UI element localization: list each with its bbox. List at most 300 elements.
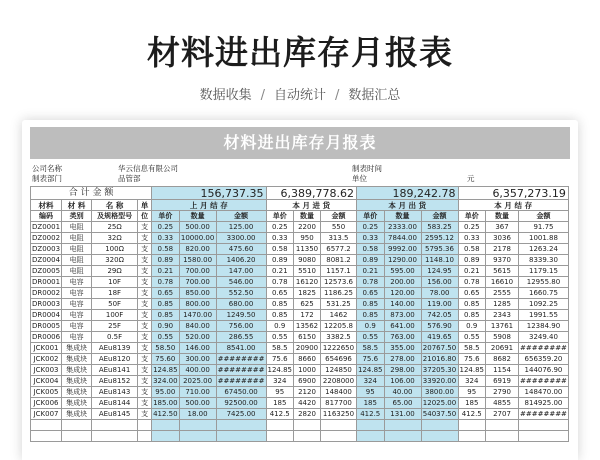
cell-prev-price: 185.00 — [153, 398, 178, 407]
cell-out-amount: 54037.50 — [422, 409, 457, 418]
cell-unit: 支 — [138, 398, 152, 409]
cell-prev-price: 0.85 — [152, 310, 180, 321]
cell-out-amount — [421, 420, 458, 431]
cell-prev-amount: 67450.00 — [216, 387, 266, 398]
cell-out-amount: 20767.50 — [422, 343, 457, 352]
cell-code: JCK003 — [31, 365, 62, 376]
cell-prev-qty: 300.00 — [179, 354, 216, 365]
table-row — [31, 387, 569, 398]
cell-in-amount: 1462 — [321, 310, 357, 321]
header-code-top: 材料 — [31, 200, 62, 211]
cell-in-amount: 1157.1 — [321, 266, 357, 277]
cell-in-qty: 5510 — [294, 266, 321, 277]
cell-bal-price: 0.78 — [458, 277, 486, 288]
table-row — [31, 255, 569, 266]
cell-bal-price: 0.65 — [458, 288, 486, 299]
table-row — [31, 354, 569, 365]
cell-in-amount — [321, 420, 357, 431]
cell-name-spec: AEu8144 — [92, 398, 138, 409]
cell-code: DZ0003 — [32, 244, 61, 253]
cell-code: DZ0005 — [32, 266, 61, 275]
cell-in-qty: 11350 — [294, 244, 321, 255]
header-qty: 数量 — [384, 211, 421, 222]
cell-prev-price: 0.21 — [152, 266, 180, 277]
cell-unit: 支 — [138, 387, 152, 398]
cell-out-qty: 106.00 — [384, 376, 421, 387]
cell-in-amount: 3382.5 — [321, 332, 357, 343]
cell-out-qty: 641.00 — [384, 321, 421, 332]
cell-category: 电阻 — [62, 244, 92, 255]
cell-in-price: 324 — [266, 376, 294, 387]
cell-out-qty: 1290.00 — [384, 255, 421, 266]
cell-category: 电阻 — [62, 255, 92, 266]
cell-unit: 支 — [138, 321, 152, 332]
cell-out-qty: 40.00 — [384, 387, 421, 398]
header-qty: 数量 — [294, 211, 321, 222]
cell-in-price: 0.78 — [266, 277, 294, 288]
cell-out-amount: 419.65 — [421, 332, 458, 343]
header-name-top: 名 称 — [92, 200, 138, 211]
cell-bal-amount: 144076.90 — [519, 365, 569, 376]
cell-name-spec: 50F — [92, 299, 138, 310]
cell-in-price: 0.58 — [266, 244, 294, 255]
table-row — [31, 376, 569, 387]
cell-bal-qty: 2178 — [486, 244, 519, 255]
cell-in-qty: 13562 — [294, 321, 321, 332]
cell-prev-amount: 475.60 — [216, 244, 266, 255]
cell-in-amount: 1222650 — [321, 343, 357, 354]
cell-in-qty: 625 — [294, 299, 321, 310]
table-row — [31, 288, 569, 299]
table-row — [31, 343, 569, 354]
cell-prev-qty: 18.00 — [179, 409, 216, 420]
cell-category: 电阻 — [62, 222, 92, 233]
cell-name-spec: 32Ω — [92, 233, 138, 244]
cell-out-amount: 156.00 — [421, 277, 458, 288]
cell-in-price: 0.65 — [266, 288, 294, 299]
inventory-table — [30, 186, 569, 442]
cell-in-amount: 1186.25 — [321, 288, 357, 299]
cell-unit: 支 — [138, 332, 152, 343]
cell-category: 电阻 — [62, 233, 92, 244]
cell-prev-price — [152, 420, 180, 431]
cell-out-price: 95 — [357, 387, 385, 398]
company-name: 华云信息有限公司 — [118, 164, 178, 173]
cell-bal-price: 75.6 — [458, 354, 486, 365]
cell-in-amount: 1163250 — [321, 409, 357, 420]
cell-in-qty: 20900 — [294, 343, 321, 354]
cell-prev-price: 412.50 — [153, 409, 178, 418]
cell-category: 集成块 — [62, 398, 92, 409]
cell-prev-amount: 7425.00 — [216, 409, 266, 420]
header-category-top: 材 料 — [62, 200, 92, 211]
cell-out-price: 0.58 — [357, 244, 385, 255]
table-row — [31, 233, 569, 244]
cell-in-price: 95 — [266, 387, 294, 398]
cell-in-qty: 6900 — [294, 376, 321, 387]
cell-out-price — [357, 431, 385, 442]
cell-category: 集成块 — [62, 409, 92, 420]
unit-label: 单位 — [352, 174, 367, 183]
cell-category: 电容 — [62, 299, 92, 310]
header-category: 类别 — [62, 211, 92, 222]
table-row — [31, 310, 569, 321]
cell-code: DR0002 — [32, 288, 61, 297]
cell-code: DR0005 — [32, 321, 61, 330]
cell-out-amount: 119.00 — [421, 299, 458, 310]
cell-out-qty — [384, 420, 421, 431]
cell-in-qty: 1000 — [294, 365, 321, 376]
cell-out-price: 324 — [357, 376, 385, 387]
cell-bal-amount: 3249.40 — [519, 332, 569, 343]
header-price: 单价 — [357, 211, 385, 222]
cell-in-price: 0.55 — [266, 332, 294, 343]
cell-prev-price — [152, 431, 180, 442]
cell-bal-price: 0.33 — [458, 233, 486, 244]
cell-name-spec: 10F — [92, 277, 138, 288]
cell-out-qty: 7844.00 — [384, 233, 421, 244]
cell-in-qty — [294, 420, 321, 431]
header-price: 单价 — [152, 211, 180, 222]
cell-bal-qty: 6919 — [486, 376, 519, 387]
cell-bal-qty — [486, 420, 519, 431]
cell-bal-amount: 1001.88 — [519, 233, 569, 244]
header-price: 单价 — [458, 211, 486, 222]
header-amount: 金额 — [421, 211, 458, 222]
cell-out-price: 0.85 — [357, 299, 385, 310]
cell-bal-amount: ######## — [520, 376, 567, 385]
cell-out-price: 0.65 — [357, 288, 385, 299]
cell-out-qty: 298.00 — [384, 365, 421, 376]
cell-code: DZ0001 — [32, 222, 61, 231]
cell-bal-amount: 1179.15 — [519, 266, 569, 277]
cell-code: DZ0002 — [32, 233, 61, 242]
cell-prev-amount: 92500.00 — [216, 398, 266, 409]
cell-name-spec: 25Ω — [92, 222, 138, 233]
cell-name-spec: 18F — [92, 288, 138, 299]
cell-category: 集成块 — [62, 365, 92, 376]
cell-out-amount: 3800.00 — [421, 387, 458, 398]
cell-name-spec — [92, 420, 138, 431]
cell-in-price — [266, 420, 294, 431]
cell-in-qty: 6150 — [294, 332, 321, 343]
cell-unit: 支 — [138, 365, 152, 376]
cell-prev-amount: ######## — [217, 354, 265, 363]
cell-prev-price: 95.00 — [152, 387, 180, 398]
cell-out-price: 75.6 — [357, 354, 385, 365]
cell-prev-amount: 147.00 — [216, 266, 266, 277]
cell-prev-qty: 850.00 — [179, 288, 216, 299]
cell-name-spec: AEu8145 — [92, 409, 138, 420]
cell-in-amount: 12205.8 — [321, 321, 357, 332]
cell-bal-amount: 91.75 — [519, 222, 569, 233]
cell-prev-amount: 1406.20 — [216, 255, 266, 266]
cell-out-amount: 78.00 — [421, 288, 458, 299]
cell-out-amount: 12025.00 — [422, 398, 457, 407]
cell-out-qty: 355.00 — [384, 343, 421, 354]
cell-prev-qty: 146.00 — [179, 343, 216, 354]
time-label: 制表时间 — [352, 164, 382, 173]
header-name-spec: 及规格型号 — [92, 211, 138, 222]
cell-prev-amount — [216, 420, 266, 431]
cell-bal-amount: 1263.24 — [519, 244, 569, 255]
cell-bal-price: 185 — [458, 398, 486, 409]
cell-prev-qty: 500.00 — [179, 222, 216, 233]
sheet-banner: 材料进出库存月报表 — [30, 127, 570, 159]
cell-prev-price: 0.55 — [152, 332, 180, 343]
cell-prev-amount: 8541.00 — [216, 343, 266, 354]
cell-prev-qty: 820.00 — [179, 244, 216, 255]
cell-prev-amount: 286.55 — [216, 332, 266, 343]
cell-out-qty: 2333.00 — [384, 222, 421, 233]
cell-prev-qty: 520.00 — [179, 332, 216, 343]
cell-prev-price: 0.85 — [152, 299, 180, 310]
cell-bal-amount: 8339.30 — [519, 255, 569, 266]
cell-unit: 支 — [138, 222, 152, 233]
tag-separator: / — [335, 88, 340, 103]
cell-name-spec: 0.5F — [92, 332, 138, 343]
cell-bal-amount: 814925.00 — [519, 398, 569, 409]
feature-tags — [0, 84, 600, 103]
cell-bal-qty: 2555 — [486, 288, 519, 299]
cell-in-amount: 2208000 — [321, 376, 357, 387]
cell-out-amount: 1148.10 — [421, 255, 458, 266]
cell-in-qty: 4420 — [294, 398, 321, 409]
cell-code: DR0003 — [32, 299, 61, 308]
cell-name-spec: AEu8152 — [92, 376, 138, 387]
cell-prev-qty: 400.00 — [179, 365, 216, 376]
cell-bal-price: 0.89 — [458, 255, 486, 266]
cell-bal-amount: ######## — [520, 343, 567, 352]
cell-bal-qty: 2343 — [486, 310, 519, 321]
cell-prev-qty: 800.00 — [179, 299, 216, 310]
cell-bal-amount — [519, 420, 569, 431]
cell-prev-price: 0.78 — [152, 277, 180, 288]
cell-bal-price: 0.85 — [458, 299, 486, 310]
cell-prev-qty: 2025.00 — [179, 376, 216, 387]
cell-out-qty — [384, 431, 421, 442]
cell-prev-amount: 680.00 — [216, 299, 266, 310]
cell-out-amount: 583.25 — [421, 222, 458, 233]
cell-prev-qty: 700.00 — [179, 266, 216, 277]
cell-prev-price: 58.50 — [152, 343, 180, 354]
cell-prev-price: 0.65 — [152, 288, 180, 299]
cell-category — [62, 431, 92, 442]
company-label: 公司名称 — [32, 164, 62, 173]
cell-bal-price — [458, 431, 486, 442]
cell-unit: 支 — [138, 343, 152, 354]
cell-unit: 支 — [138, 310, 152, 321]
header-unit: 位 — [138, 211, 152, 222]
cell-name-spec: 25F — [92, 321, 138, 332]
cell-prev-qty: 710.00 — [179, 387, 216, 398]
cell-prev-qty: 500.00 — [179, 398, 216, 409]
cell-bal-amount: 12955.80 — [519, 277, 569, 288]
cell-category — [62, 420, 92, 431]
cell-bal-price: 58.5 — [458, 343, 486, 354]
table-row — [31, 431, 569, 442]
cell-bal-amount: 656359.20 — [519, 354, 569, 365]
table-row — [31, 244, 569, 255]
cell-in-amount: 313.5 — [321, 233, 357, 244]
cell-prev-price: 0.25 — [152, 222, 180, 233]
cell-name-spec: 100Ω — [92, 244, 138, 255]
cell-out-amount: 742.05 — [421, 310, 458, 321]
cell-in-price: 58.5 — [266, 343, 294, 354]
cell-bal-amount: 12384.90 — [519, 321, 569, 332]
cell-in-price: 0.85 — [266, 299, 294, 310]
cell-category: 集成块 — [62, 343, 92, 354]
cell-in-amount: 12573.6 — [321, 277, 357, 288]
cell-in-price: 0.21 — [266, 266, 294, 277]
cell-prev-amount: 756.00 — [216, 321, 266, 332]
cell-prev-amount: ######## — [217, 376, 265, 385]
cell-bal-qty: 1285 — [486, 299, 519, 310]
cell-out-qty: 65.00 — [384, 398, 421, 409]
table-row — [31, 222, 569, 233]
cell-prev-amount — [216, 431, 266, 442]
cell-code: JCK006 — [31, 398, 62, 409]
cell-name-spec: AEu8120 — [92, 354, 138, 365]
cell-in-price: 0.9 — [266, 321, 294, 332]
cell-in-qty: 1825 — [294, 288, 321, 299]
cell-in-price: 0.89 — [266, 255, 294, 266]
cell-out-qty: 763.00 — [384, 332, 421, 343]
cell-bal-qty: 367 — [486, 222, 519, 233]
cell-out-price: 0.89 — [357, 255, 385, 266]
cell-in-amount: 8081.2 — [321, 255, 357, 266]
cell-out-amount — [421, 431, 458, 442]
cell-out-amount: 124.95 — [421, 266, 458, 277]
cell-in-qty: 16120 — [294, 277, 321, 288]
cell-in-price — [266, 431, 294, 442]
cell-prev-amount: 552.50 — [216, 288, 266, 299]
cell-out-price: 412.5 — [357, 409, 385, 420]
cell-bal-price: 95 — [458, 387, 486, 398]
header-code: 编码 — [31, 211, 62, 222]
cell-bal-qty: 16610 — [486, 277, 519, 288]
cell-prev-qty: 10000.00 — [180, 233, 215, 242]
total-shipment: 189,242.78 — [357, 187, 459, 200]
cell-out-price — [357, 420, 385, 431]
cell-code — [31, 431, 62, 442]
cell-bal-price: 0.58 — [458, 244, 486, 255]
cell-code: JCK004 — [31, 376, 62, 387]
cell-bal-qty: 4855 — [486, 398, 519, 409]
cell-in-qty — [294, 431, 321, 442]
cell-bal-amount: 1092.25 — [519, 299, 569, 310]
cell-out-amount: 5795.36 — [421, 244, 458, 255]
cell-bal-price: 0.55 — [458, 332, 486, 343]
cell-in-qty: 172 — [294, 310, 321, 321]
cell-in-price: 412.5 — [266, 409, 294, 420]
cell-unit: 支 — [138, 244, 152, 255]
cell-category: 电容 — [62, 332, 92, 343]
header-amount: 金额 — [216, 211, 266, 222]
cell-in-qty: 950 — [294, 233, 321, 244]
unit-value: 元 — [467, 174, 475, 183]
total-prev-balance: 156,737.35 — [152, 187, 266, 200]
cell-bal-price: 0.9 — [458, 321, 486, 332]
cell-out-price: 185 — [357, 398, 385, 409]
cell-out-price: 0.9 — [357, 321, 385, 332]
cell-in-amount: 817700 — [321, 398, 357, 409]
cell-bal-qty: 2790 — [486, 387, 519, 398]
cell-bal-price: 0.25 — [458, 222, 486, 233]
cell-unit: 支 — [138, 354, 152, 365]
cell-category: 集成块 — [62, 354, 92, 365]
cell-name-spec: AEu8141 — [92, 365, 138, 376]
cell-out-price: 0.25 — [357, 222, 385, 233]
cell-prev-qty: 1470.00 — [179, 310, 216, 321]
cell-out-qty: 131.00 — [384, 409, 421, 420]
cell-in-price: 124.85 — [267, 365, 292, 374]
cell-prev-price: 124.85 — [153, 365, 178, 374]
cell-category: 电容 — [62, 310, 92, 321]
cell-out-amount: 37205.30 — [422, 365, 457, 374]
cell-bal-qty: 1154 — [486, 365, 519, 376]
cell-category: 电阻 — [62, 266, 92, 277]
header-price: 单价 — [266, 211, 294, 222]
cell-prev-price: 0.90 — [152, 321, 180, 332]
cell-in-amount — [321, 431, 357, 442]
cell-bal-amount: 1991.55 — [519, 310, 569, 321]
cell-name-spec: 100F — [92, 310, 138, 321]
cell-out-qty: 140.00 — [384, 299, 421, 310]
cell-in-amount: 531.25 — [321, 299, 357, 310]
cell-bal-qty: 5615 — [486, 266, 519, 277]
table-row — [31, 409, 569, 420]
cell-name-spec — [92, 431, 138, 442]
cell-code: JCK005 — [31, 387, 62, 398]
cell-bal-qty: 20691 — [486, 343, 519, 354]
cell-in-price: 0.33 — [266, 233, 294, 244]
cell-out-price: 0.78 — [357, 277, 385, 288]
cell-bal-amount: 148470.00 — [519, 387, 569, 398]
cell-code: DZ0004 — [32, 255, 61, 264]
cell-bal-qty: 5908 — [486, 332, 519, 343]
cell-prev-amount: 546.00 — [216, 277, 266, 288]
cell-prev-qty: 700.00 — [179, 277, 216, 288]
cell-code: DR0004 — [32, 310, 61, 319]
page-title: 材料进出库存月报表 — [147, 33, 453, 72]
cell-in-amount: 6577.2 — [321, 244, 357, 255]
cell-prev-price: 324.00 — [153, 376, 178, 385]
cell-code: JCK002 — [31, 354, 62, 365]
tag-separator: / — [260, 88, 265, 103]
header-amount: 金额 — [519, 211, 569, 222]
cell-in-qty: 9080 — [294, 255, 321, 266]
cell-prev-amount: 125.00 — [216, 222, 266, 233]
cell-category: 电容 — [62, 321, 92, 332]
dept-label: 制表部门 — [32, 174, 62, 183]
header-qty: 数量 — [486, 211, 519, 222]
total-balance: 6,357,273.19 — [458, 187, 568, 200]
cell-out-amount: 2595.12 — [421, 233, 458, 244]
group-balance: 本 月 结 存 — [458, 200, 568, 211]
cell-bal-qty: 3036 — [486, 233, 519, 244]
cell-unit: 支 — [138, 299, 152, 310]
group-purchase: 本 月 进 货 — [266, 200, 357, 211]
cell-in-amount: 124850 — [321, 365, 357, 376]
table-row — [31, 266, 569, 277]
header-qty: 数量 — [179, 211, 216, 222]
cell-unit — [138, 420, 152, 431]
cell-out-qty: 873.00 — [384, 310, 421, 321]
cell-in-qty: 2820 — [294, 409, 321, 420]
cell-code — [31, 420, 62, 431]
tag-auto-statistics: 自动统计 — [273, 88, 326, 103]
